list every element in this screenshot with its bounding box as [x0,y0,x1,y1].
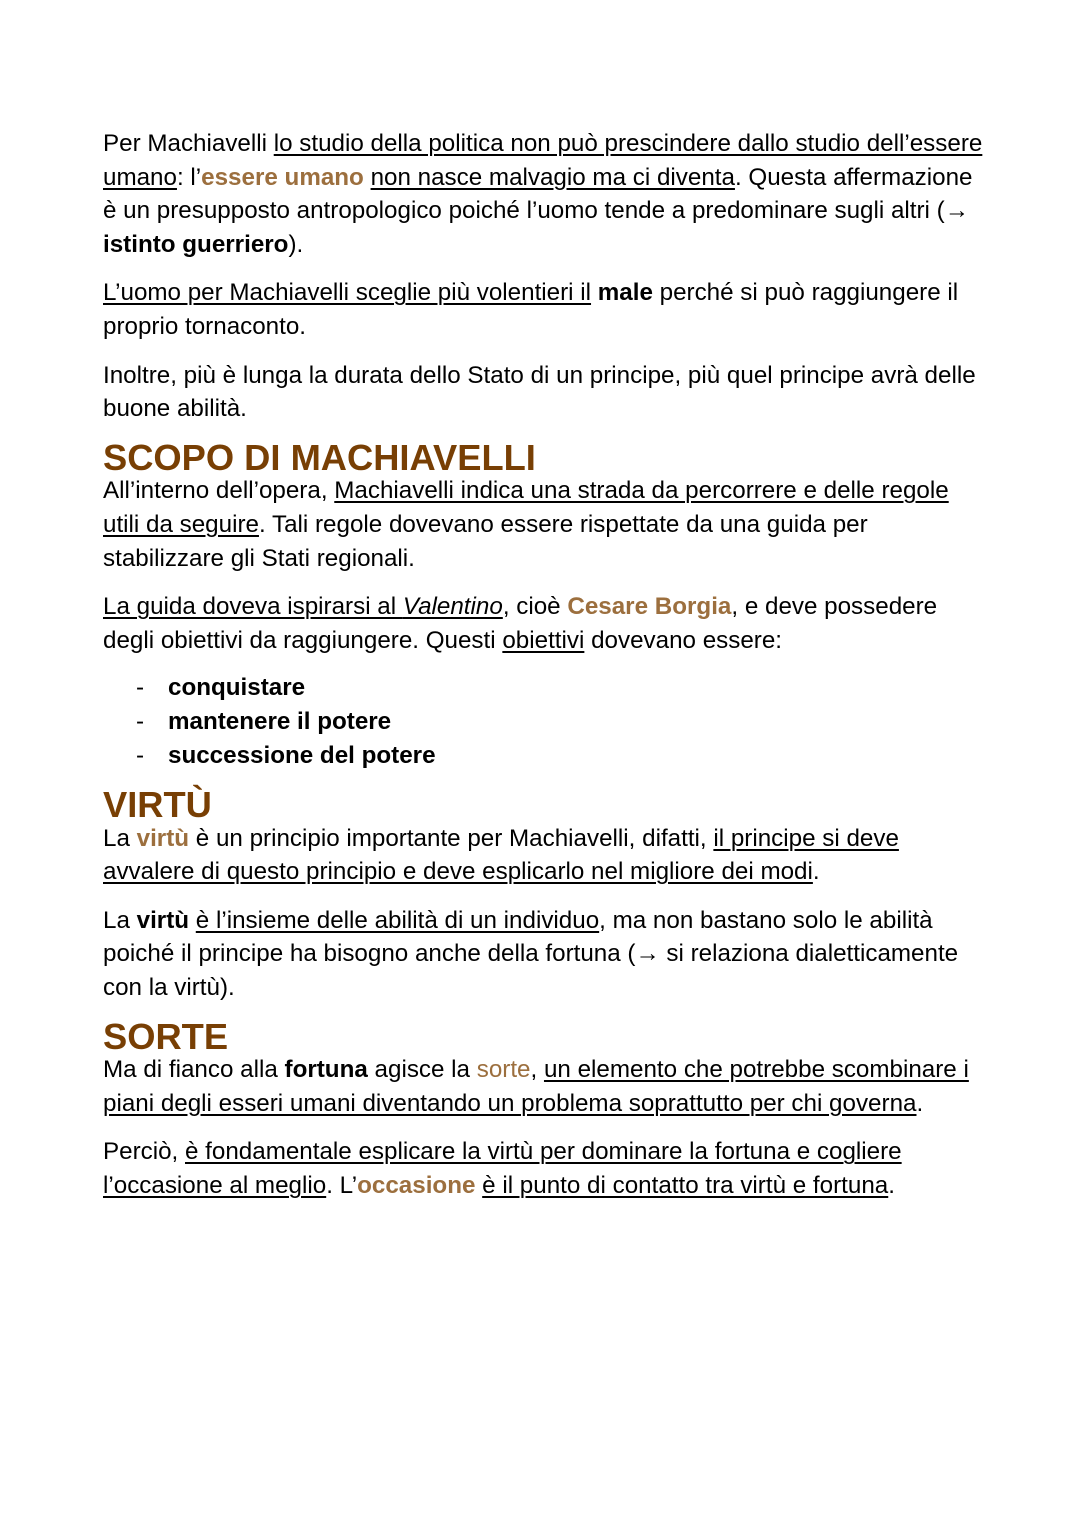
paragraph-occasione [103,1135,983,1202]
text-run: . [888,1172,895,1200]
paragraph-durata [103,359,983,426]
text-run [364,164,371,191]
bold-term: fortuna [284,1056,368,1084]
text-run [591,279,598,306]
text-run [189,907,196,934]
italic-term: Valentino [402,593,503,621]
text-run: ). [288,230,304,258]
paragraph-virtu-principio [103,822,983,889]
underlined-text: è fondamentale esplicare la virtù per dominare la fortuna e cogliere l’occasione al meglio [103,1138,902,1200]
underlined-text: non nasce malvagio ma ci diventa [370,163,735,191]
bold-term: virtù [136,906,190,934]
dash-bullet-icon: - [136,674,145,702]
document-page [103,127,983,1218]
underlined-text: il principe si deve avvalere di questo principio e deve esplicarlo nel migliore dei modi [103,824,899,886]
text-run: . Tali regole dovevano essere rispettate da una guida per stabilizzare gli Stati regionali. [103,510,868,572]
paragraph-male [103,276,983,343]
text-run: . [812,858,820,886]
list-item-label: successione del potere [168,741,436,769]
text-run: . [916,1089,924,1117]
list-item-label: mantenere il potere [168,707,392,735]
text-run: agisce la [367,1056,477,1084]
underlined-text: La guida doveva ispirarsi al [103,593,403,621]
text-run: Per Machiavelli [103,130,274,157]
bold-term: male [597,279,653,307]
dash-bullet-icon: - [136,741,145,769]
highlight-term: sorte [476,1056,531,1084]
highlight-term: occasione [357,1172,476,1200]
text-run: , [530,1056,544,1084]
text-run: . L’ [326,1172,358,1200]
text-run: : l’ [176,163,202,191]
text-run: . Questa affermazione è un presupposto antropologico poiché l’uomo tende a predominare sugli altri ( [103,163,973,225]
highlight-term: Cesare Borgia [567,593,732,621]
text-run: La [103,906,137,934]
underlined-text: obiettivi [502,626,585,654]
text-run: La [103,824,137,852]
underlined-text: Machiavelli indica una strada da percorrere e delle regole utili da seguire [103,477,949,538]
list-item-label: conquistare [168,674,306,702]
text-run: è un principio importante per Machiavelli, difatti, [189,824,714,852]
text-run: , ma non bastano solo le abilità poiché il principe ha bisogno anche della fortuna (→ si relaziona dialetticamente con la virtù). [103,906,959,1002]
text-run: Inoltre, più è lunga la durata dello Stato di un principe, più quel principe avrà delle buone abilità. [103,361,976,423]
dash-bullet-icon: - [136,707,145,735]
paragraph-sorte [103,1053,983,1120]
section-heading-virtu: VIRTÙ [103,784,212,826]
underlined-text: è il punto di contatto tra virtù e fortuna [482,1172,889,1200]
text-run: , cioè [502,593,568,621]
bold-term: istinto guerriero [103,230,289,258]
highlight-term: virtù [136,824,190,852]
list-item [103,739,983,773]
paragraph-intro [103,127,983,261]
objectives-list [103,671,983,772]
arrow-icon: → [944,197,969,225]
paragraph-virtu-abilita [103,904,983,1005]
underlined-text: L’uomo per Machiavelli sceglie più volentieri il [103,279,592,307]
list-item [103,705,983,739]
underlined-text: lo studio della politica non può prescindere dallo studio dell’essere umano [103,130,983,191]
underlined-text: un elemento che potrebbe scombinare i piani degli esseri umani diventando un problema soprattutto per chi governa [103,1056,969,1117]
text-run: , e deve possedere degli obiettivi da raggiungere. Questi [103,593,938,654]
section-heading-scopo: SCOPO DI MACHIAVELLI [103,436,536,478]
underlined-text: è l’insieme delle abilità di un individuo [195,906,600,934]
text-run: dovevano essere: [584,626,783,654]
highlight-term: essere umano [201,163,364,191]
text-run: Perciò, [103,1138,185,1166]
text-run: perché si può raggiungere il proprio tornaconto. [103,279,959,340]
text-run: All’interno dell’opera, [103,477,335,505]
text-run: Ma di fianco alla [103,1056,285,1084]
section-heading-sorte: SORTE [103,1015,229,1057]
paragraph-guida [103,590,983,657]
list-item [103,671,983,705]
paragraph-regole [103,474,983,575]
